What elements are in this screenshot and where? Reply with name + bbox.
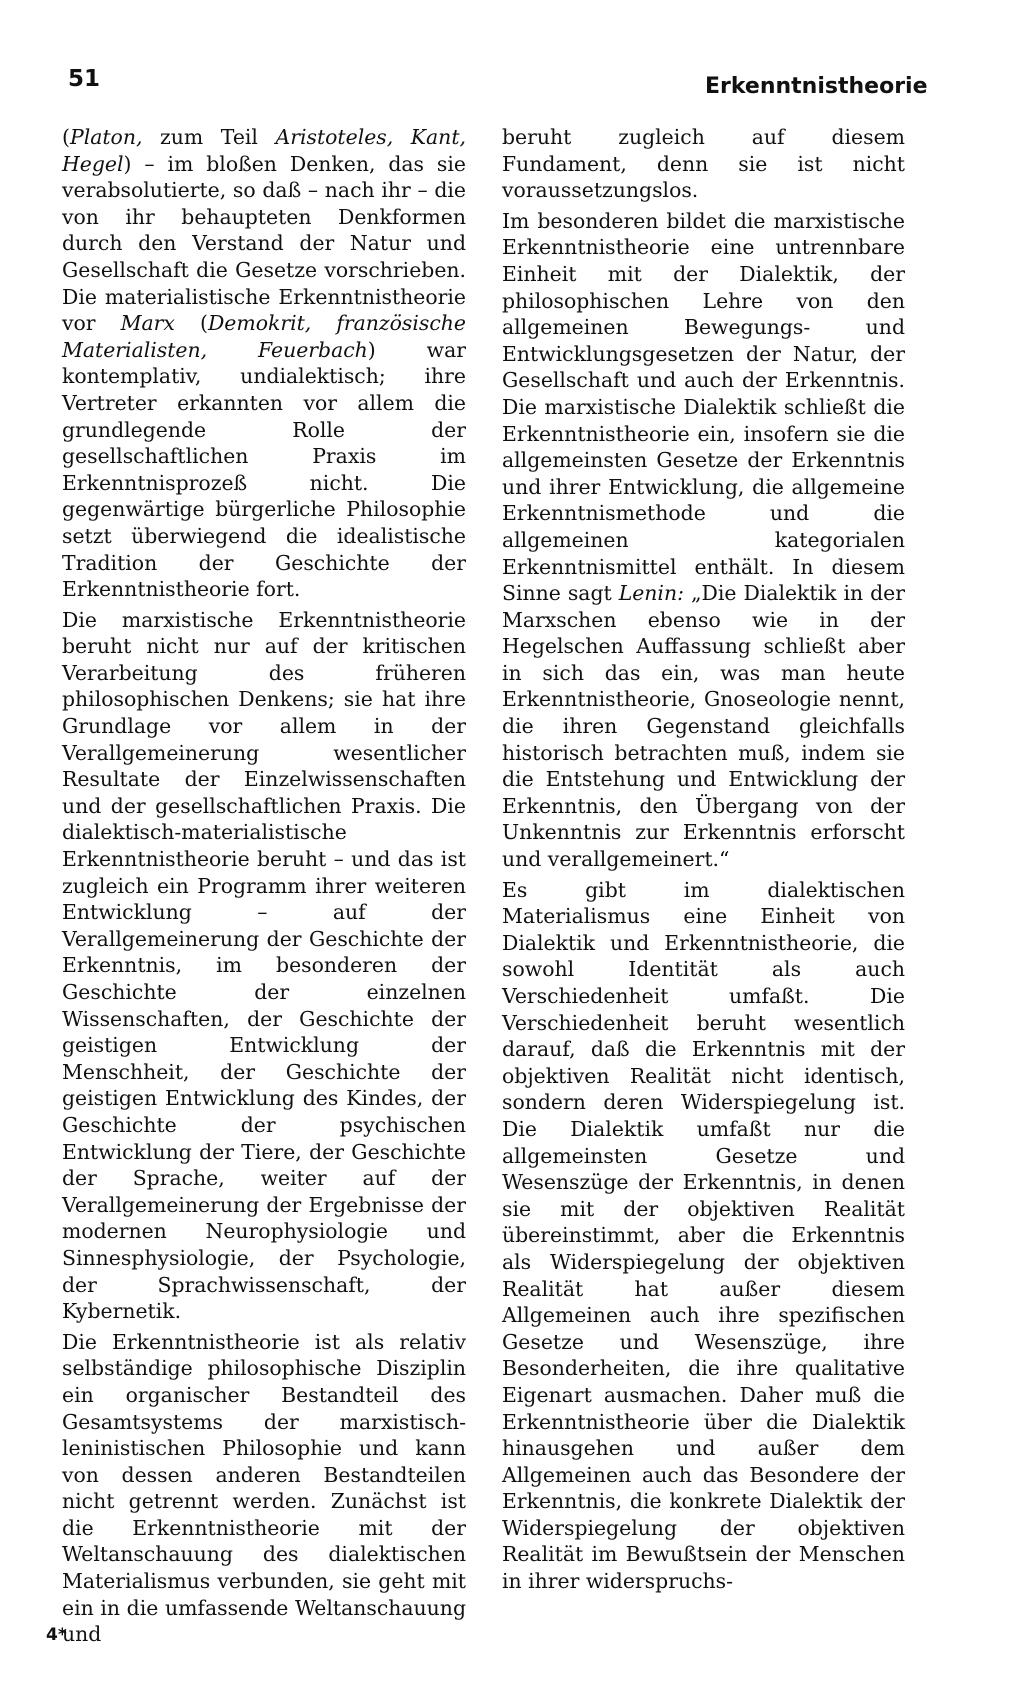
- paragraph: [502, 208, 905, 873]
- paragraph: Es gibt im dialektischen Materialismus eine Einheit von Dialektik und Erkenntnistheorie, die sowohl Identität als auch Verschiedenheit umfaßt. Die Verschiedenheit beruht wesentlich darauf, daß die Erkenntnis mit der objektiven Realität nicht identisch, sondern deren Widerspiegelung ist. Die Dialektik umfaßt nur die allgemeinsten Gesetze und Wesenszüge der Erkenntnis, in denen sie mit der objektiven Realität übereinstimmt, aber die Erkenntnis als Widerspiegelung der objektiven Realität hat außer diesem Allgemeinen auch ihre spezifischen Gesetze und Wesenszüge, ihre Besonderheiten, die ihre qualitative Eigenart ausmachen. Daher muß die Erkenntnistheorie über die Dialektik hinausgehen und außer dem Allgemeinen auch das Besondere der Erkenntnis, die konkrete Dialektik der Widerspiegelung der objektiven Realität im Bewußtsein der Menschen in ihrer widerspruchs-: [502, 877, 905, 1594]
- right-column: [502, 124, 905, 1595]
- emphasis: Demokrit, französische Materialisten, Feuerbach: [62, 311, 467, 362]
- signature-mark: 4*: [46, 1625, 67, 1645]
- emphasis: Marx: [120, 311, 175, 336]
- paragraph: [62, 124, 466, 603]
- emphasis: Aristoteles, Kant, Hegel: [62, 125, 466, 176]
- text-run: (: [62, 125, 70, 149]
- text-run: „Die Dialektik in der Marxschen ebenso wie in der Hegelschen Auffassung schließt aber in sich das ein, was man heute Erkenntnistheorie, Gnoseologie nennt, die ihren Gegenstand gleichfalls historisch betrachten muß, indem sie die Entstehung und Entwicklung der Erkenntnis, den Übergang von der Unkenntnis zur Erkenntnis erforscht und verallgemeinert.“: [502, 581, 905, 872]
- emphasis: Lenin:: [618, 581, 684, 606]
- text-run: (: [174, 311, 208, 336]
- text-run: Im besonderen bildet die marxistische Erkenntnistheorie eine untrennbare Einheit mit der Dialektik, der philosophischen Lehre von den allgemeinen Bewegungs- und Entwicklungsgesetzen der Natur, der Gesellschaft und auch der Erkenntnis. Die marxistische Dialektik schließt die Erkenntnistheorie ein, insofern sie die allgemeinsten Gesetze der Erkenntnis und ihrer Entwicklung, die allgemeine Erkenntnismethode und die allgemeinen kategorialen Erkenntnismittel enthält. In diesem Sinne sagt: [502, 208, 905, 606]
- left-column: [62, 124, 466, 1648]
- paragraph: Die Erkenntnistheorie ist als relativ selbständige philosophische Disziplin ein organischer Bestandteil des Gesamtsystems der marxistisch-leninistischen Philosophie und kann von dessen anderen Bestandteilen nicht getrennt werden. Zunächst ist die Erkenntnistheorie mit der Weltanschauung des dialektischen Materialismus verbunden, sie geht mit ein in die umfassende Weltanschauung und: [62, 1329, 466, 1647]
- text-run: zum Teil: [142, 125, 276, 149]
- paragraph: Die marxistische Erkenntnistheorie beruht nicht nur auf der kritischen Verarbeitung des früheren philosophischen Denkens; sie hat ihre Grundlage vor allem in der Verallgemeinerung wesentlicher Resultate der Einzelwissenschaften und der gesellschaftlichen Praxis. Die dialektisch-materialistische Erkenntnistheorie beruht – und das ist zugleich ein Programm ihrer weiteren Entwicklung – auf der Verallgemeinerung der Geschichte der Erkenntnis, im besonderen der Geschichte der einzelnen Wissenschaften, der Geschichte der geistigen Entwicklung der Menschheit, der Geschichte der geistigen Entwicklung des Kindes, der Geschichte der psychischen Entwicklung der Tiere, der Geschichte der Sprache, weiter auf der Verallgemeinerung der Ergebnisse der modernen Neurophysiologie und Sinnesphysiologie, der Psychologie, der Sprachwissenschaft, der Kybernetik.: [62, 607, 466, 1324]
- running-head: Erkenntnistheorie: [705, 74, 928, 99]
- text-run: ) war kontemplativ, undialektisch; ihre Vertreter erkannten vor allem die grundlegende Rolle der gesellschaftlichen Praxis im Erkenntnisprozeß nicht. Die gegenwärtige bürgerliche Philosophie setzt überwiegend die idealistische Tradition der Geschichte der Erkenntnistheorie fort.: [62, 337, 466, 602]
- paragraph: beruht zugleich auf diesem Fundament, denn sie ist nicht voraussetzungslos.: [502, 125, 905, 203]
- text-run: ) – im bloßen Denken, das sie verabsolutierte, so daß – nach ihr – die von ihr behaupteten Denkformen durch den Verstand der Natur und Gesellschaft die Gesetze vorschrieben. Die materialistische Erkenntnistheorie vor: [62, 151, 466, 336]
- page-number: 51: [68, 66, 101, 92]
- emphasis: Platon,: [69, 125, 143, 149]
